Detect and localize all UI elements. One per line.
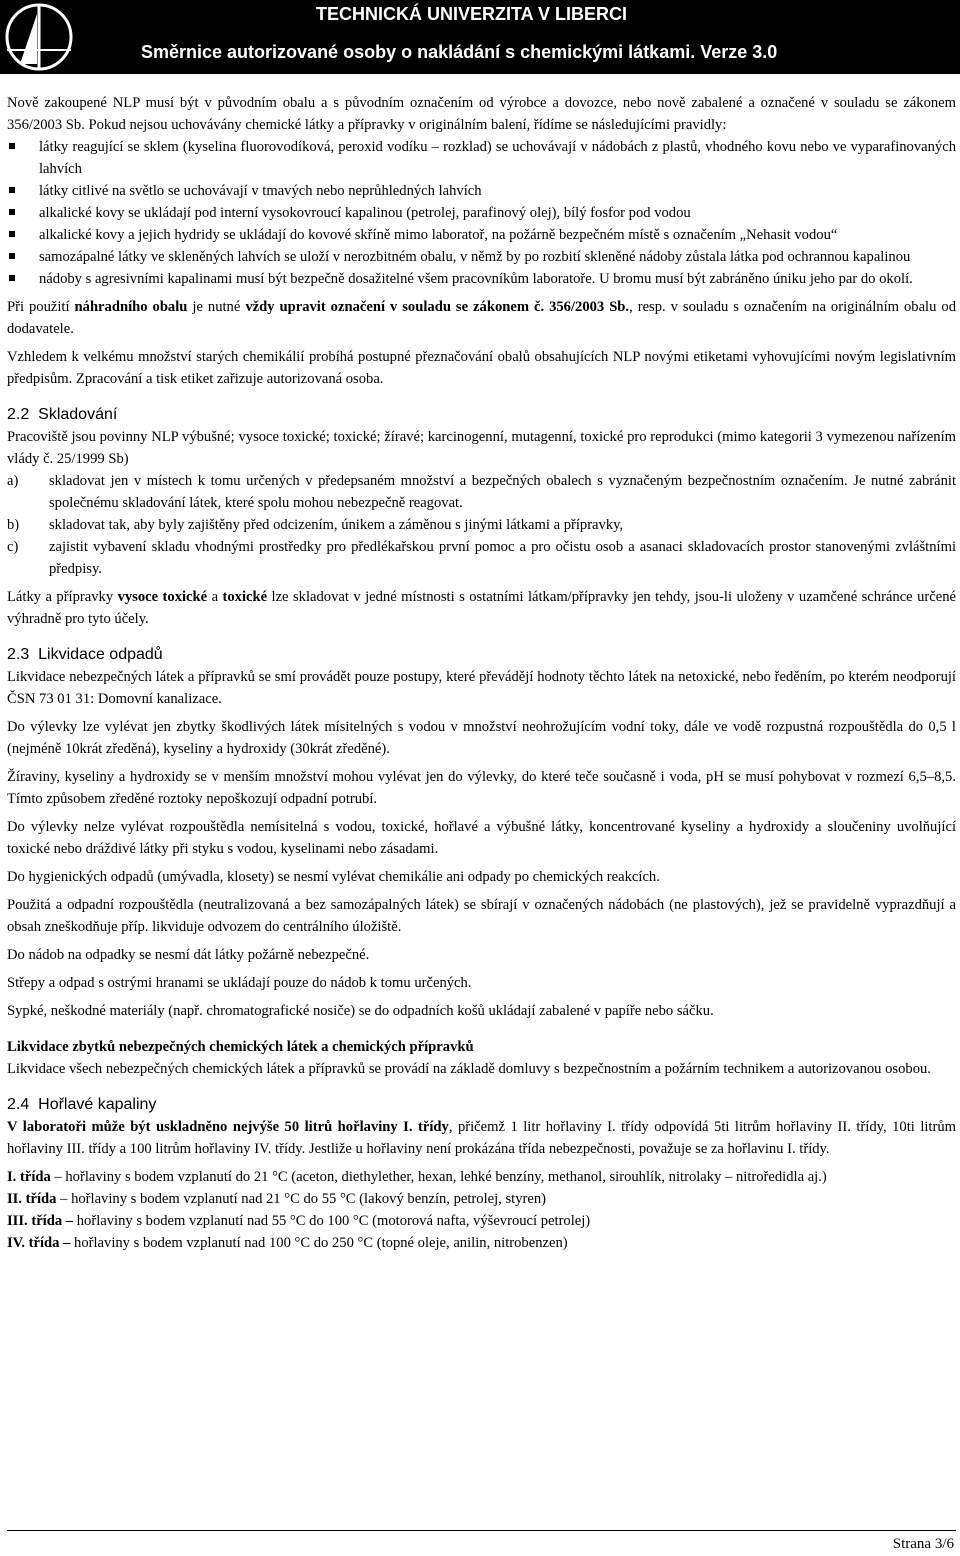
university-name: TECHNICKÁ UNIVERZITA V LIBERCI (316, 4, 628, 24)
footer-divider (7, 1530, 956, 1531)
waste-paragraph: Likvidace nebezpečných látek a přípravků se smí provádět pouze postupy, které převádějí hodnoty těchto látek na netoxické, nebo ředěním, po kterém neodporují ČSN 73 01 31: Domovní kanalizace. (7, 669, 956, 707)
section-title: Skladování (38, 406, 118, 423)
subsection-heading-disposal: Likvidace zbytků nebezpečných chemických látek a chemických přípravků (7, 1039, 474, 1055)
text-run: Látky a přípravky (7, 589, 118, 605)
text-run: je nutné (187, 299, 246, 315)
list-marker: c) (7, 539, 19, 555)
class-text: hořlaviny s bodem vzplanutí nad 100 °C do 250 °C (topné oleje, anilin, nitrobenzen) (70, 1235, 568, 1251)
class-text: – hořlaviny s bodem vzplanutí do 21 °C (aceton, diethylether, hexan, lehké benzíny, methanol, sirouhlík, nitrolaky – nitroředidla aj.) (50, 1169, 827, 1185)
list-text: zajistit vybavení skladu vhodnými prostředky pro předlékařskou první pomoc a pro očistu osob a asanaci skladovacích prostor stanovenými zvláštními předpisy. (49, 539, 956, 577)
section-heading-waste (7, 644, 956, 666)
class-item (7, 1210, 956, 1232)
text-run-bold: V laboratoři může být uskladněno nejvýše 50 litrů hořlaviny I. třídy (7, 1119, 449, 1135)
text-run: , resp. v souladu s označením na originálním obalu od dodavatele. (7, 299, 956, 337)
list-item: látky citlivé na světlo se uchovávají v tmavých nebo neprůhledných lahvích (7, 180, 956, 202)
storage-rules-list (7, 136, 956, 290)
class-text: – hořlaviny s bodem vzplanutí nad 21 °C do 55 °C (lakový benzín, petrolej, styren) (56, 1191, 546, 1207)
waste-paragraph: Střepy a odpad s ostrými hranami se ukládají pouze do nádob k tomu určených. (7, 975, 472, 991)
list-text: skladovat tak, aby byly zajištěny před odcizením, únikem a záměnou s jinými látkami a přípravky, (49, 517, 624, 533)
class-name: III. třída – (7, 1213, 74, 1229)
toxic-storage-paragraph (7, 586, 956, 630)
list-marker: a) (7, 473, 19, 489)
section-number: 2.4 (7, 1096, 30, 1113)
class-item (7, 1188, 956, 1210)
text-run-bold: vždy upravit označení v souladu se zákonem č. 356/2003 Sb. (245, 299, 630, 315)
storage-requirements-list (7, 470, 956, 580)
waste-paragraph: Použitá a odpadní rozpouštědla (neutralizovaná a bez samozápalných látek) se sbírají v označených nádobách (ne plastových), jež se pravidelně vyprazdňují a obsah zneškodňuje příp. likviduje odvozem do centrálního úložiště. (7, 897, 956, 935)
section-title: Hořlavé kapaliny (38, 1096, 157, 1113)
intro-paragraph: Nově zakoupené NLP musí být v původním obalu a s původním označením od výrobce a dovozce, nebo nově zabalené a označené v souladu se zákonem 356/2003 Sb. Pokud nejsou uchovávány chemické látky a přípravky v originálním balení, řídíme se následujícími pravidly: (7, 95, 956, 133)
list-item: látky reagující se sklem (kyselina fluorovodíková, peroxid vodíku – rozklad) se uchovávají v nádobách z plastů, vhodného kovu nebo ve vyparafinovaných lahvích (7, 136, 956, 180)
text-run: lze skladovat v jedné místnosti s ostatními látkam/přípravky jen tehdy, jsou-li uloženy v uzamčené schránce určené výhradně pro tyto účely. (7, 589, 956, 627)
flammable-classes (7, 1166, 956, 1254)
section-heading-storage (7, 404, 956, 426)
section-number: 2.2 (7, 406, 30, 423)
class-name: II. třída (7, 1191, 57, 1207)
section-title: Likvidace odpadů (38, 646, 163, 663)
flammables-paragraph (7, 1116, 956, 1160)
university-logo-icon (4, 2, 74, 72)
list-item (7, 514, 956, 536)
waste-paragraph: Žíraviny, kyseliny a hydroxidy se v menším množství mohou vylévat jen do výlevky, do které teče současně i voda, pH se musí pohybovat v rozmezí 6,5–8,5. Tímto způsobem zředěné roztoky nepoškozují odpadní potrubí. (7, 769, 956, 807)
disposal-paragraph: Likvidace všech nebezpečných chemických látek a přípravků se provádí na základě domluvy s bezpečnostním a požárním technikem a autorizovanou osobou. (7, 1061, 931, 1077)
list-item (7, 536, 956, 580)
class-item (7, 1232, 956, 1254)
waste-paragraph: Do hygienických odpadů (umývadla, klosety) se nesmí vylévat chemikálie ani odpady po chemických reakcích. (7, 869, 660, 885)
directive-title: Směrnice autorizované osoby o nakládání s chemickými látkami. Verze 3.0 (141, 42, 778, 62)
list-marker: b) (7, 517, 20, 533)
waste-paragraph: Sypké, neškodné materiály (např. chromatografické nosiče) se do odpadních košů ukládají zabalené v papíře nebo sáčku. (7, 1003, 714, 1019)
page-number: Strana 3/6 (892, 1536, 954, 1552)
section-number: 2.3 (7, 646, 30, 663)
page-header (0, 0, 960, 74)
class-name: IV. třída – (7, 1235, 71, 1251)
text-run: a (207, 589, 223, 605)
document-body (7, 92, 956, 1254)
text-run-bold: náhradního obalu (74, 299, 188, 315)
class-item (7, 1166, 956, 1188)
waste-paragraph: Do výlevky lze vylévat jen zbytky škodlivých látek mísitelných s vodou v množství neohrožujícím vodní toky, dále ve vodě rozpustná rozpouštědla do 0,5 l (nejméně 10krát zředěná), kyseliny a hydroxidy (30krát zředěné). (7, 719, 956, 757)
relabeling-paragraph: Vzhledem k velkému množství starých chemikálií probíhá postupné přeznačování obalů obsahujících NLP novými etiketami vyhovujícími novým legislativním předpisům. Zpracování a tisk etiket zařizuje autorizovaná osoba. (7, 349, 956, 387)
waste-paragraph: Do výlevky nelze vylévat rozpouštědla nemísitelná s vodou, toxické, hořlavé a výbušné látky, koncentrované kyseliny a hydroxidy a sloučeniny uvolňující toxické nebo dráždivé látky při styku s vodou, kyselinami nebo zásadami. (7, 819, 956, 857)
list-item: alkalické kovy a jejich hydridy se ukládají do kovové skříně mimo laboratoř, na požárně bezpečném místě s označením „Nehasit vodou“ (7, 224, 956, 246)
class-text: hořlaviny s bodem vzplanutí nad 55 °C do 100 °C (motorová nafta, výševroucí petrolej) (73, 1213, 591, 1229)
text-run-bold: toxické (222, 589, 268, 605)
section-heading-flammables (7, 1094, 956, 1116)
replacement-packaging-paragraph (7, 296, 956, 340)
class-name: I. třída (7, 1169, 51, 1185)
list-text: skladovat jen v místech k tomu určených v předepsaném množství a bezpečných obalech s vyznačeným bezpečnostním označením. Je nutné zabránit společnému skladování látek, které spolu mohou nebezpečně reagovat. (49, 473, 956, 511)
text-run: Při použití (7, 299, 75, 315)
list-item: nádoby s agresivními kapalinami musí být bezpečně dosažitelné všem pracovníkům laboratoře. U bromu musí být zabráněno úniku jeho par do okolí. (7, 268, 956, 290)
list-item (7, 470, 956, 514)
list-item: alkalické kovy se ukládají pod interní vysokovroucí kapalinou (petrolej, parafinový olej), bílý fosfor pod vodou (7, 202, 956, 224)
text-run-bold: vysoce toxické (117, 589, 208, 605)
list-item: samozápalné látky ve skleněných lahvích se uloží v nerozbitném obalu, v němž by po rozbití skleněné nádoby zůstala látka pod ochrannou kapalinou (7, 246, 956, 268)
storage-paragraph: Pracoviště jsou povinny NLP výbušné; vysoce toxické; toxické; žíravé; karcinogenní, mutagenní, toxické pro reprodukci (mimo kategorii 3 vymezenou nařízením vlády č. 25/1999 Sb) (7, 429, 956, 467)
waste-paragraph: Do nádob na odpadky se nesmí dát látky požárně nebezpečné. (7, 947, 370, 963)
text-run: , přičemž 1 litr hořlaviny I. třídy odpovídá 5ti litrům hořlaviny II. třídy, 10ti litrům hořlaviny III. třídy a 100 litrům hořlaviny IV. třídy. Jestliže u hořlaviny není prokázána třída nebezpečnosti, považuje se za hořlavinu I. třídy. (7, 1119, 956, 1157)
